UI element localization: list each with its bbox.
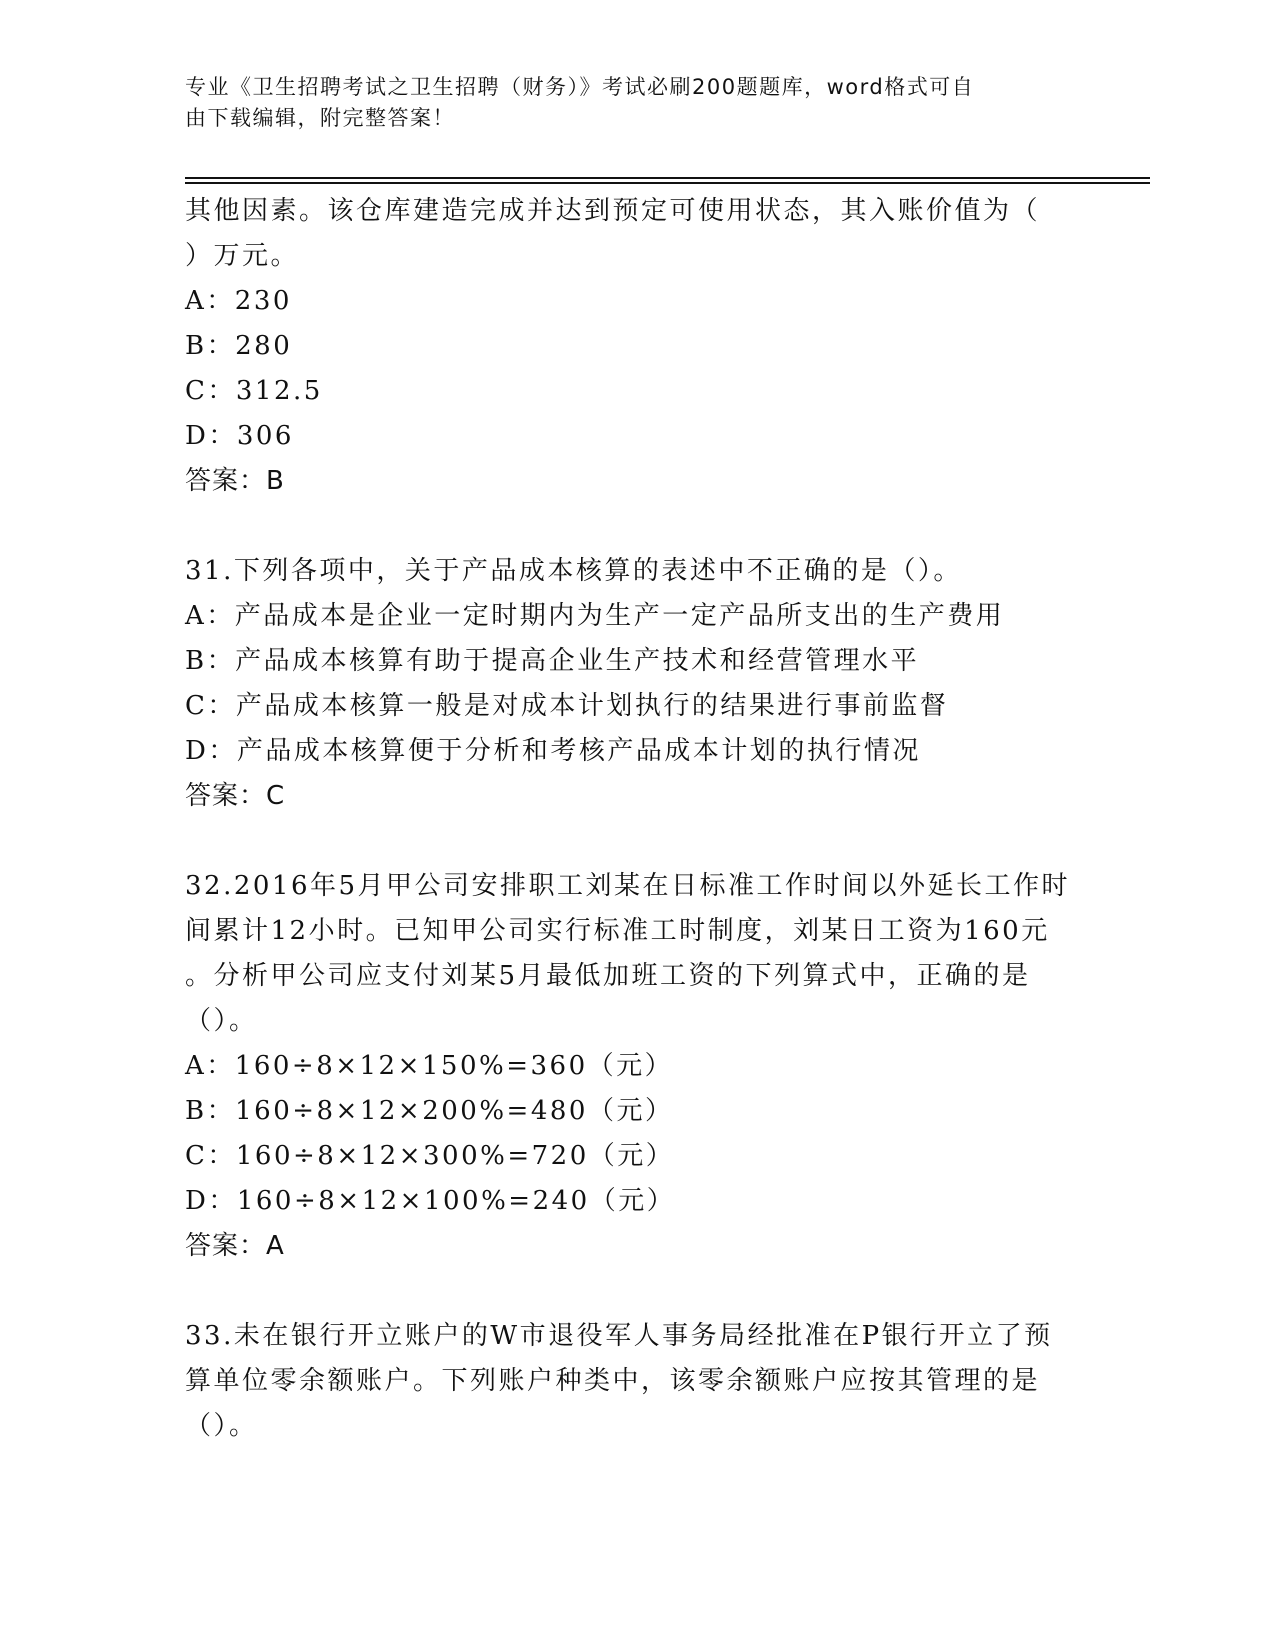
document-body xyxy=(185,189,1085,1449)
header-rule-top xyxy=(185,177,1150,179)
question-stem-line: 33.未在银行开立账户的W市退役军人事务局经批准在P银行开立了预 xyxy=(185,1321,1053,1351)
question-stem-line: 其他因素。该仓库建造完成并达到预定可使用状态，其入账价值为（ xyxy=(185,196,1041,226)
spacer xyxy=(185,1269,1085,1314)
option-d: D：306 xyxy=(185,421,294,451)
question-stem-line: （）。 xyxy=(185,1411,258,1441)
header-line-2: 由下载编辑，附完整答案！ xyxy=(185,106,455,130)
question-stem-line: （）。 xyxy=(185,1006,258,1036)
option-b: B：产品成本核算有助于提高企业生产技术和经营管理水平 xyxy=(185,646,920,676)
option-c: C：产品成本核算一般是对成本计划执行的结果进行事前监督 xyxy=(185,691,949,721)
header-line-1: 专业《卫生招聘考试之卫生招聘（财务）》考试必刷200题题库，word格式可自 xyxy=(185,75,975,99)
option-b: B：160÷8×12×200%=480（元） xyxy=(185,1096,674,1126)
option-a: A：230 xyxy=(185,286,292,316)
spacer xyxy=(185,504,1085,549)
page-header xyxy=(185,72,1065,134)
option-c: C：312.5 xyxy=(185,376,323,406)
question-stem-line: 算单位零余额账户。下列账户种类中，该零余额账户应按其管理的是 xyxy=(185,1366,1041,1396)
question-31 xyxy=(185,549,1085,819)
option-c: C：160÷8×12×300%=720（元） xyxy=(185,1141,675,1171)
option-a: A：产品成本是企业一定时期内为生产一定产品所支出的生产费用 xyxy=(185,601,1005,631)
option-d: D：产品成本核算便于分析和考核产品成本计划的执行情况 xyxy=(185,736,921,766)
question-33 xyxy=(185,1314,1085,1449)
option-a: A：160÷8×12×150%=360（元） xyxy=(185,1051,674,1081)
answer-line: 答案：A xyxy=(185,1231,285,1261)
question-30 xyxy=(185,189,1085,504)
question-stem-line: 。分析甲公司应支付刘某5月最低加班工资的下列算式中，正确的是 xyxy=(185,961,1031,991)
question-32 xyxy=(185,864,1085,1269)
option-b: B：280 xyxy=(185,331,293,361)
header-rule-bottom xyxy=(185,182,1150,184)
option-d: D：160÷8×12×100%=240（元） xyxy=(185,1186,676,1216)
question-stem-line: 31.下列各项中，关于产品成本核算的表述中不正确的是（）。 xyxy=(185,556,962,586)
question-stem-line: ）万元。 xyxy=(185,241,300,271)
spacer xyxy=(185,819,1085,864)
answer-line: 答案：B xyxy=(185,466,285,496)
answer-line: 答案：C xyxy=(185,781,286,811)
question-stem-line: 间累计12小时。已知甲公司实行标准工时制度，刘某日工资为160元 xyxy=(185,916,1050,946)
question-stem-line: 32.2016年5月甲公司安排职工刘某在日标准工作时间以外延长工作时 xyxy=(185,871,1071,901)
